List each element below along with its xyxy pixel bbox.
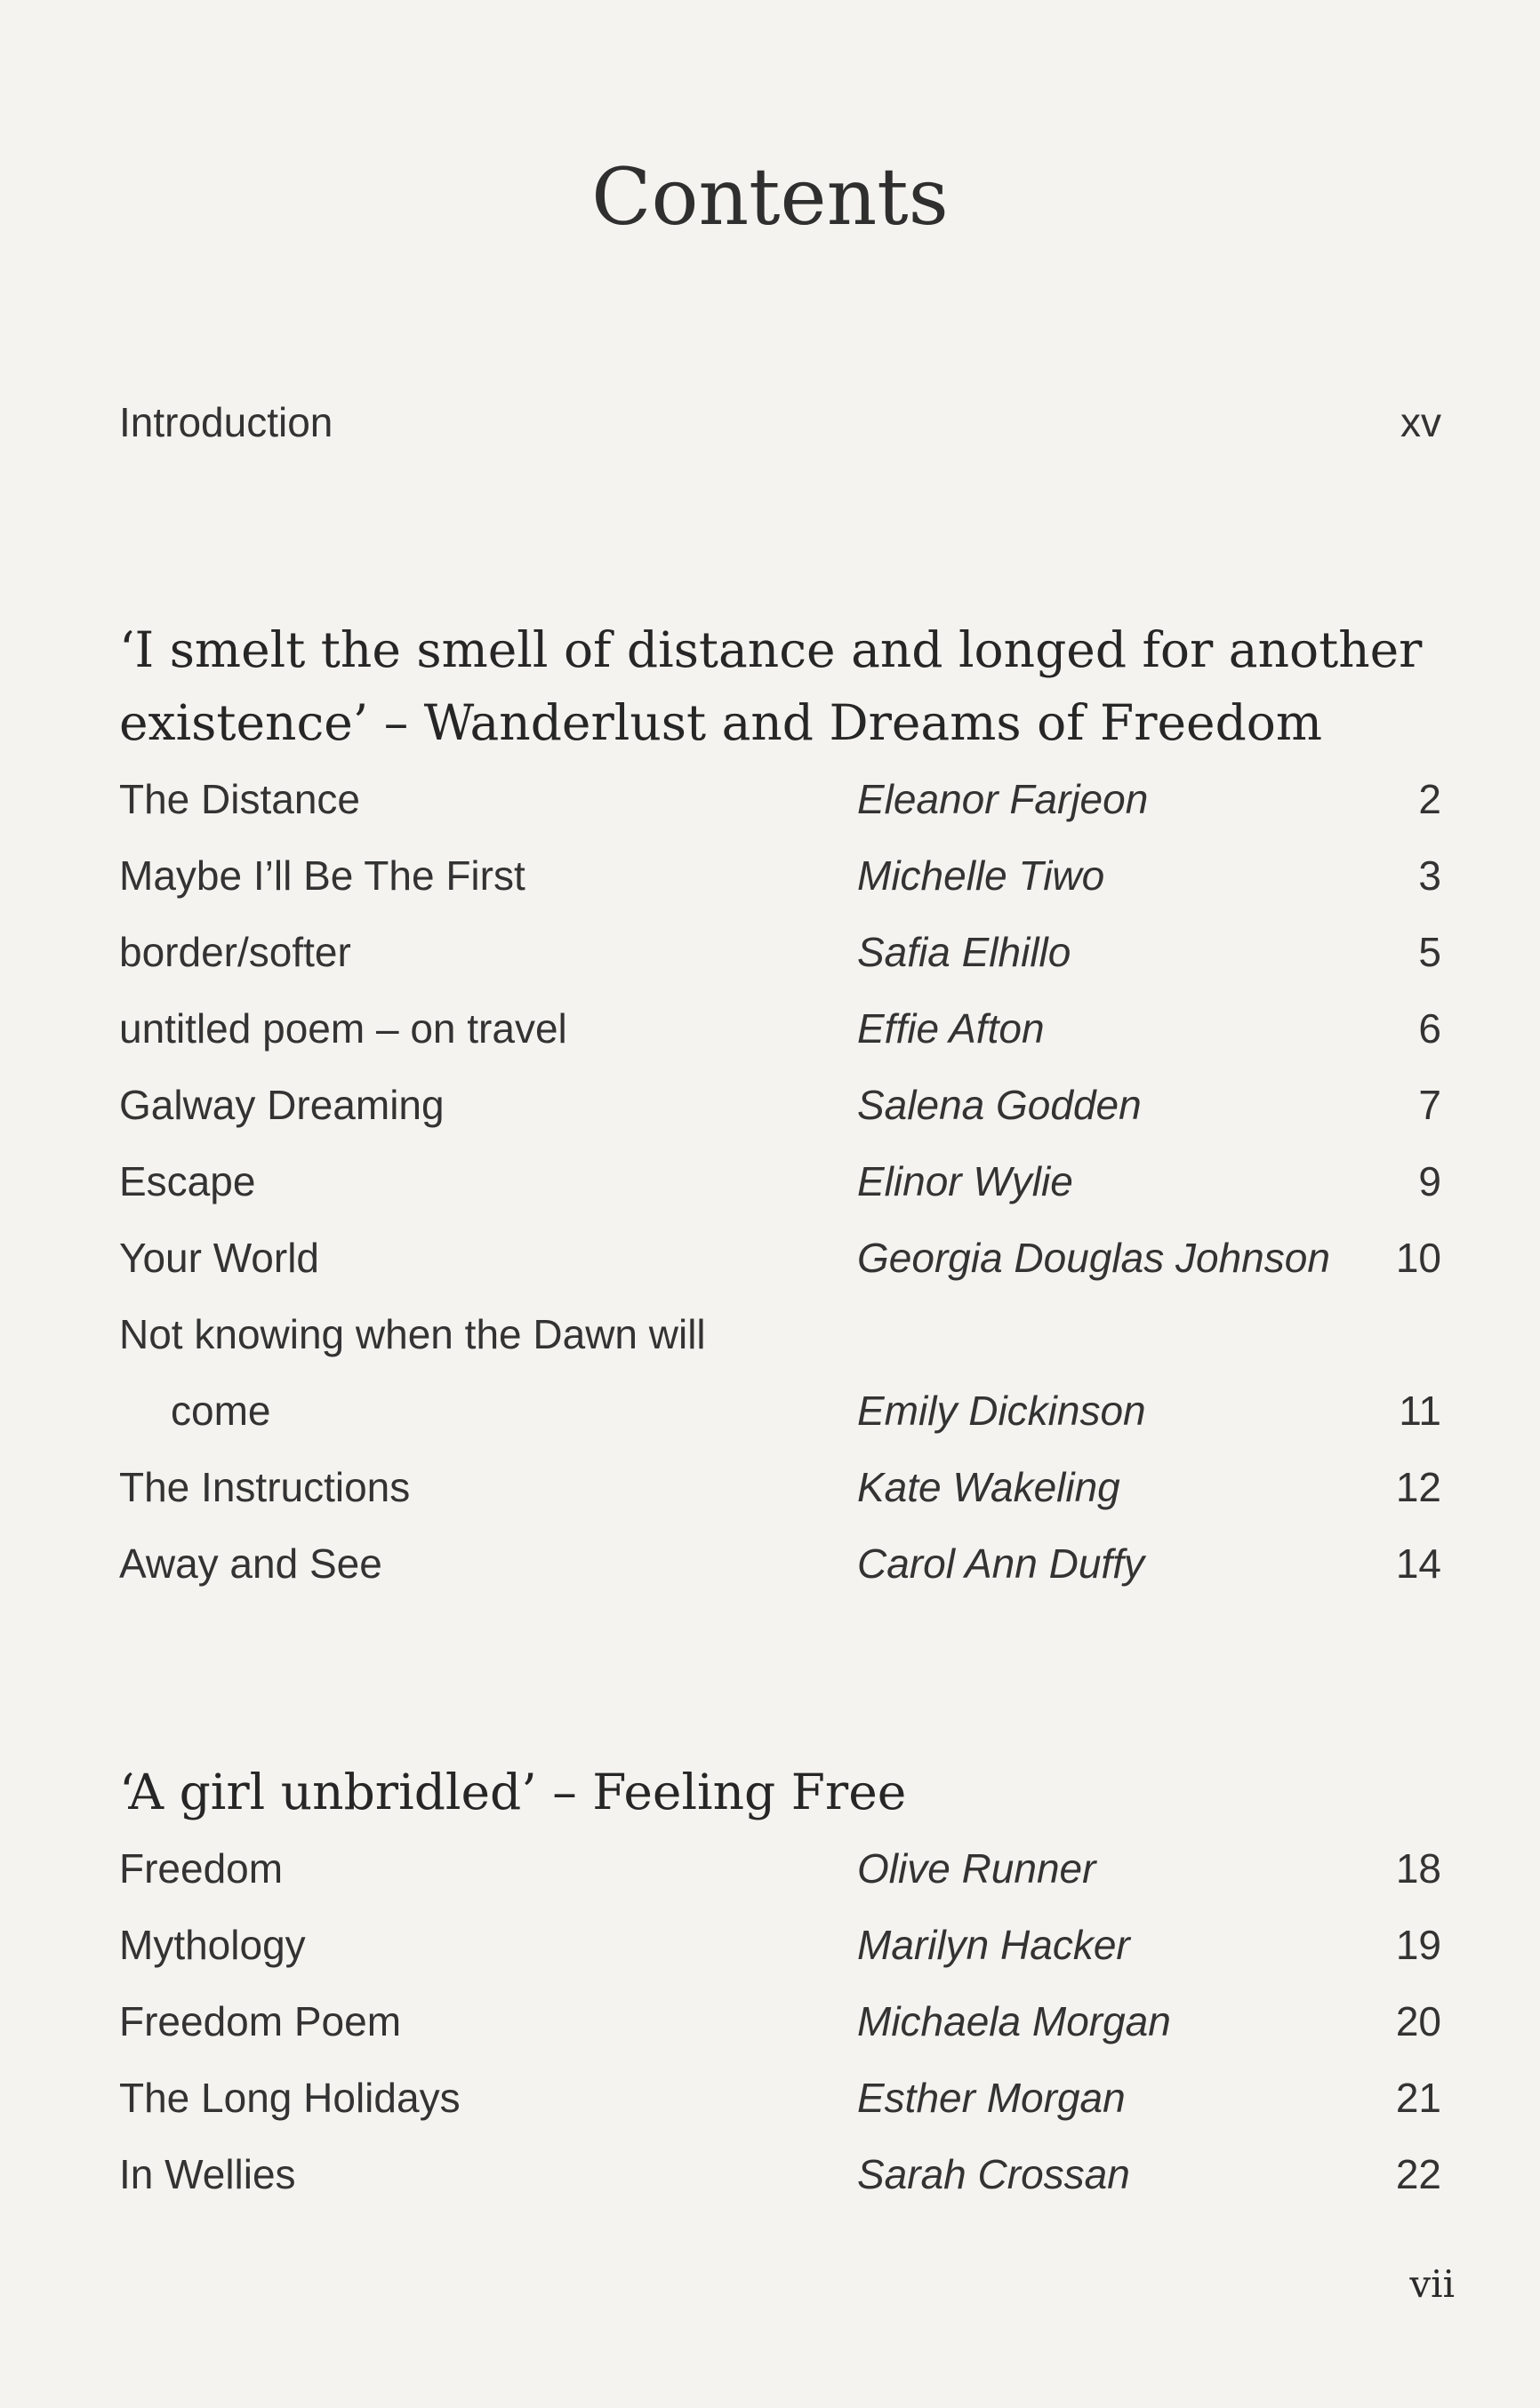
toc-entry[interactable] [119, 1907, 1453, 1983]
toc-entry[interactable] [119, 914, 1453, 990]
entry-title: Freedom [119, 1845, 284, 1892]
entry-title-line: come [171, 1388, 271, 1434]
entry-author: Emily Dickinson [857, 1388, 1146, 1434]
entry-title: The Long Holidays [119, 2075, 461, 2121]
entry-author: Michelle Tiwo [857, 852, 1105, 899]
entry-title: Mythology [119, 1922, 306, 1968]
entry-author: Safia Elhillo [857, 929, 1071, 975]
entry-title: Your World [119, 1235, 320, 1281]
toc-section-wanderlust [119, 613, 1453, 1602]
entry-author: Carol Ann Duffy [857, 1540, 1144, 1587]
entry-page-number: 20 [1395, 1998, 1441, 2044]
entry-author: Sarah Crossan [857, 2151, 1130, 2197]
entry-page-number: 22 [1395, 2151, 1441, 2197]
toc-entry[interactable] [119, 1220, 1453, 1296]
toc-entry-list [119, 761, 1453, 1602]
entry-author: Eleanor Farjeon [857, 776, 1149, 822]
entry-author: Kate Wakeling [857, 1464, 1120, 1510]
entry-title: Maybe I’ll Be The First [119, 852, 525, 899]
toc-entry[interactable] [119, 837, 1453, 914]
entry-page-number: xv [1400, 399, 1441, 445]
entry-title: Galway Dreaming [119, 1082, 445, 1128]
toc-entry[interactable] [119, 1067, 1453, 1143]
page-folio: vii [1409, 2262, 1455, 2306]
entry-page-number: 2 [1418, 776, 1441, 822]
entry-title-line: Not knowing when the Dawn will [119, 1311, 706, 1357]
toc-entry[interactable] [119, 1983, 1453, 2060]
entry-title: Introduction [119, 399, 333, 445]
entry-author: Salena Godden [857, 1082, 1142, 1128]
section-heading [119, 1756, 1453, 1828]
entry-page-number: 18 [1395, 1845, 1441, 1892]
entry-author: Marilyn Hacker [857, 1922, 1130, 1968]
entry-title: The Distance [119, 776, 361, 822]
page-title: Contents [591, 151, 949, 243]
toc-entry[interactable] [119, 1143, 1453, 1220]
entry-page-number: 7 [1418, 1082, 1441, 1128]
entry-author: Michaela Morgan [857, 1998, 1171, 2044]
toc-entry[interactable] [119, 1449, 1453, 1525]
entry-title: Away and See [119, 1540, 382, 1587]
toc-entry-list [119, 1830, 1453, 2212]
entry-title: The Instructions [119, 1464, 411, 1510]
entry-page-number: 11 [1399, 1388, 1441, 1434]
section-heading-line: ‘A girl unbridled’ – Feeling Free [119, 1764, 907, 1820]
entry-page-number: 14 [1395, 1540, 1441, 1587]
entry-title: Freedom Poem [119, 1998, 402, 2044]
entry-page-number: 19 [1395, 1922, 1441, 1968]
entry-page-number: 21 [1395, 2075, 1441, 2121]
entry-title: untitled poem – on travel [119, 1005, 567, 1052]
toc-entry[interactable] [119, 1525, 1453, 1602]
entry-title: border/softer [119, 929, 351, 975]
entry-title: Escape [119, 1158, 256, 1204]
entry-page-number: 9 [1418, 1158, 1441, 1204]
section-heading-line: ‘I smelt the smell of distance and longed for another [119, 621, 1423, 678]
entry-title [119, 1296, 813, 1449]
entry-page-number: 10 [1395, 1235, 1441, 1281]
entry-page-number: 12 [1395, 1464, 1441, 1510]
entry-author: Georgia Douglas Johnson [857, 1235, 1330, 1281]
toc-entry[interactable] [119, 761, 1453, 837]
toc-entry-introduction[interactable] [119, 391, 1441, 453]
entry-title: In Wellies [119, 2151, 296, 2197]
section-heading [119, 613, 1453, 759]
toc-entry[interactable] [119, 2136, 1453, 2212]
toc-entry[interactable] [119, 1296, 1453, 1449]
toc-entry[interactable] [119, 1830, 1453, 1907]
toc-entry[interactable] [119, 990, 1453, 1067]
toc-entry[interactable] [119, 2060, 1453, 2136]
entry-page-number: 5 [1418, 929, 1441, 975]
entry-author: Elinor Wylie [857, 1158, 1073, 1204]
entry-author: Esther Morgan [857, 2075, 1126, 2121]
entry-author: Olive Runner [857, 1845, 1096, 1892]
section-heading-line: existence’ – Wanderlust and Dreams of Freedom [119, 694, 1323, 751]
entry-author: Effie Afton [857, 1005, 1045, 1052]
entry-page-number: 6 [1418, 1005, 1441, 1052]
toc-section-feeling-free [119, 1756, 1453, 2212]
entry-page-number: 3 [1418, 852, 1441, 899]
